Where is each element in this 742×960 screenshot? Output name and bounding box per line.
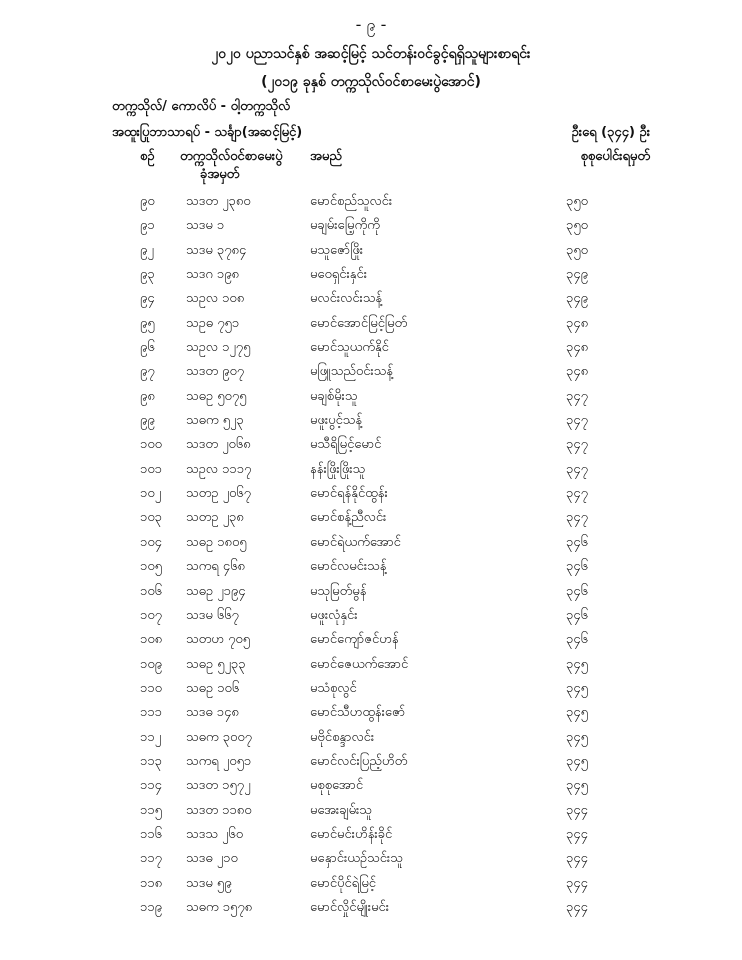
- table-row: [0, 631, 742, 655]
- row-number: ၁၀၇: [140, 607, 162, 623]
- table-row: [0, 704, 742, 728]
- header-no: စဉ်: [140, 149, 155, 164]
- header-name: အမည်: [310, 149, 342, 164]
- specialization-line: အထူးပြုဘာသာရပ် - သင်္ချာ(အဆင့်မြင့်): [112, 125, 303, 140]
- roll-number: သဒမ ၃၇၈၄: [186, 242, 247, 258]
- student-name: မနှောင်းယဉ်သင်းသူ: [310, 851, 403, 867]
- student-name: မဖူးပွင့်သန့်: [310, 413, 363, 429]
- roll-number: သတဥ ၂၃၈: [186, 510, 244, 526]
- row-number: ၉၄: [140, 291, 155, 307]
- table-row: [0, 850, 742, 874]
- table-row: [0, 753, 742, 777]
- table-row: [0, 826, 742, 850]
- table-row: [0, 315, 742, 339]
- student-table: [0, 193, 742, 923]
- row-number: ၉၀: [140, 194, 155, 209]
- roll-number: သဓဥ ၂၁၉၄: [186, 583, 246, 599]
- total-mark: ၃၄၇: [566, 388, 588, 404]
- total-mark: ၃၄၇: [566, 461, 588, 477]
- table-row: [0, 656, 742, 680]
- row-number: ၁၁၇: [140, 851, 162, 867]
- page-number: - ၉ -: [355, 15, 387, 34]
- total-mark: ၃၄၉: [566, 267, 588, 283]
- total-mark: ၃၄၆: [566, 534, 588, 550]
- roll-number: သဒတ ၉၀၇: [186, 364, 245, 380]
- total-mark: ၃၄၆: [566, 607, 588, 623]
- table-row: [0, 363, 742, 387]
- student-name: မောင်ရန်နိုင်ထွန်း: [310, 486, 388, 502]
- student-name: မဗိုင်စန္ဒာလင်း: [310, 729, 375, 745]
- total-mark: ၃၄၅: [566, 729, 588, 745]
- total-mark: ၃၄၅: [566, 753, 588, 769]
- total-mark: ၃၄၈: [566, 315, 589, 331]
- student-name: မချမ်းမြေ့ကိုကို: [310, 218, 380, 234]
- total-mark: ၃၄၇: [566, 486, 588, 502]
- student-name: မောင်စန့်ညီလင်း: [310, 510, 387, 526]
- student-name: မဖူးလုံနှင်း: [310, 607, 358, 623]
- roll-number: သဒဓ ၂၁၀: [186, 851, 238, 867]
- roll-number: သဓဥ ၁၀၆: [186, 680, 240, 696]
- total-mark: ၃၄၆: [566, 559, 588, 575]
- total-mark: ၃၅၀: [566, 242, 588, 258]
- student-name: မလင်းလင်းသန့်: [310, 291, 383, 307]
- student-name: မသံစုလွင်: [310, 680, 357, 696]
- table-row: [0, 388, 742, 412]
- row-number: ၁၀၈: [140, 632, 163, 648]
- total-mark: ၃၄၆: [566, 632, 588, 648]
- table-row: [0, 509, 742, 533]
- table-row: [0, 777, 742, 801]
- total-mark: ၃၄၄: [566, 875, 588, 891]
- row-number: ၉၂: [140, 242, 154, 258]
- row-number: ၉၅: [140, 315, 155, 331]
- roll-number: သဒဓ ၁၄၈: [186, 705, 239, 721]
- total-mark: ၃၄၅: [566, 656, 588, 672]
- row-number: ၁၀၄: [140, 534, 162, 550]
- header-roll: တက္ကသိုလ်ဝင်စာမေးပွဲ: [180, 149, 283, 164]
- total-mark: ၃၄၅: [566, 705, 588, 721]
- student-name: မောင်မင်းဟိန်းခိုင်: [310, 826, 393, 842]
- roll-number: သဓဥ ၁၈၀၅: [186, 534, 247, 550]
- student-name: မအေးချမ်းသူ: [310, 802, 372, 818]
- roll-number: သတဥ ၂၀၆၇: [186, 486, 251, 502]
- roll-number: သဥလ ၁၂၇၅: [186, 340, 251, 356]
- roll-number: သဓက ၁၅၇၈: [186, 899, 253, 915]
- roll-number: သဒတ ၂၀၆၈: [186, 437, 251, 453]
- row-number: ၁၁၈: [140, 875, 163, 891]
- table-row: [0, 534, 742, 558]
- table-row: [0, 193, 742, 217]
- row-number: ၁၁၂: [140, 729, 162, 745]
- row-number: ၁၁၀: [140, 680, 162, 696]
- row-number: ၁၁၅: [140, 802, 162, 818]
- student-name: မောင်ဇေယက်အောင်: [310, 656, 409, 672]
- table-row: [0, 412, 742, 436]
- roll-number: သကရ ၂၀၅၁: [186, 753, 252, 769]
- student-name: မောင်ရဲယက်အောင်: [310, 534, 401, 550]
- student-name: မောင်ကျော်ဇင်ဟန်: [310, 632, 399, 648]
- total-mark: ၃၄၄: [566, 802, 588, 818]
- roll-number: သဒတ ၁၁၈၀: [186, 802, 252, 818]
- table-row: [0, 583, 742, 607]
- student-name: မသီရိမြင့်မောင်: [310, 437, 382, 453]
- table-row: [0, 290, 742, 314]
- roll-number: သဓက ၃၀၀၇: [186, 729, 252, 745]
- roll-number: သကရ ၄၆၈: [186, 559, 245, 575]
- total-mark: ၃၄၈: [566, 364, 589, 380]
- table-row: [0, 217, 742, 241]
- total-mark: ၃၄၄: [566, 826, 588, 842]
- table-row: [0, 680, 742, 704]
- row-number: ၁၀၆: [140, 583, 162, 599]
- roll-number: သဒဂ ၁၉၈: [186, 267, 239, 283]
- row-number: ၉၇: [140, 364, 155, 380]
- row-number: ၁၁၉: [140, 899, 162, 915]
- header-roll-line2: ခုံအမှတ်: [200, 167, 240, 182]
- student-name: မသုမြတ်မွန်: [310, 583, 367, 599]
- table-row: [0, 729, 742, 753]
- document-subtitle: (၂၀၁၉ ခုနှစ် တက္ကသိုလ်ဝင်စာမေးပွဲအောင်): [261, 74, 481, 90]
- roll-number: သဒမ ၁: [186, 218, 225, 234]
- student-name: မောင်စည်သူလင်း: [310, 194, 393, 209]
- table-row: [0, 607, 742, 631]
- roll-number: သတဟ ၇၀၅: [186, 632, 251, 648]
- student-name: မစုစုအောင်: [310, 778, 364, 794]
- row-number: ၉၆: [140, 340, 155, 356]
- student-name: မောင်ပိုင်ရဲမြင့်: [310, 875, 376, 891]
- student-name: မောင်သူယက်နိုင်: [310, 340, 389, 356]
- total-mark: ၃၄၇: [566, 437, 588, 453]
- roll-number: သဒမ ၆၆၇: [186, 607, 239, 623]
- total-mark: ၃၄၈: [566, 340, 589, 356]
- roll-number: သဒတ ၁၅၇၂: [186, 778, 251, 794]
- table-row: [0, 802, 742, 826]
- row-number: ၉၃: [140, 267, 155, 283]
- roll-number: သဓက ၅၂၃: [186, 413, 244, 429]
- row-number: ၁၀၅: [140, 559, 162, 575]
- roll-number: သဥလ ၁၀၈: [186, 291, 245, 307]
- student-name: မောင်လှိုင်မျိုးမင်း: [310, 899, 390, 915]
- university-line: တက္ကသိုလ်/ ကောလိပ် - ဝါ့တက္ကသိုလ်: [112, 99, 291, 114]
- total-mark: ၃၅၀: [566, 218, 588, 234]
- student-name: မသူဇော်ဖြိုး: [310, 242, 364, 258]
- total-count: ဦးရေ (၃၄၄) ဦး: [571, 125, 650, 140]
- table-row: [0, 242, 742, 266]
- student-name: မချစ်မိုးသူ: [310, 388, 358, 404]
- student-name: မဝေရှင်းနှင်း: [310, 267, 367, 283]
- total-mark: ၃၅၀: [566, 194, 588, 209]
- row-number: ၁၁၃: [140, 753, 162, 769]
- total-mark: ၃၄၅: [566, 680, 588, 696]
- student-name: မောင်သီဟထွန်းဇော်: [310, 705, 406, 721]
- table-row: [0, 461, 742, 485]
- total-mark: ၃၄၆: [566, 583, 588, 599]
- total-mark: ၃၄၄: [566, 899, 588, 915]
- row-number: ၁၁၄: [140, 778, 162, 794]
- row-number: ၁၀၉: [140, 656, 162, 672]
- roll-number: သဒတ ၂၃၈၀: [186, 194, 251, 209]
- total-mark: ၃၄၄: [566, 851, 588, 867]
- roll-number: သဓဥ ၅၂၃၃: [186, 656, 246, 672]
- total-mark: ၃၄၇: [566, 413, 588, 429]
- row-number: ၁၀၀: [140, 437, 162, 453]
- total-mark: ၃၄၉: [566, 291, 588, 307]
- student-name: မဖြူသည်ဝင်းသန့်: [310, 364, 394, 380]
- table-row: [0, 899, 742, 923]
- document-title: ၂၀၂၀ ပညာသင်နှစ် အဆင့်မြင့် သင်တန်းဝင်ခွင့်ရရှိသူများစာရင်း: [211, 46, 531, 62]
- table-row: [0, 558, 742, 582]
- student-name: မောင်လမင်းသန့်: [310, 559, 387, 575]
- row-number: ၁၀၁: [140, 461, 162, 477]
- roll-number: သဥလ ၁၁၁၇: [186, 461, 252, 477]
- roll-number: သဒမ ၅၉: [186, 875, 232, 891]
- table-row: [0, 485, 742, 509]
- roll-number: သဓဥ ၅၀၇၅: [186, 388, 247, 404]
- row-number: ၁၀၃: [140, 510, 162, 526]
- roll-number: သဥဓ ၇၅၁: [186, 315, 240, 331]
- total-mark: ၃၄၅: [566, 778, 588, 794]
- row-number: ၁၀၂: [140, 486, 162, 502]
- table-row: [0, 875, 742, 899]
- table-row: [0, 436, 742, 460]
- row-number: ၉၉: [140, 413, 155, 429]
- row-number: ၉၈: [140, 388, 155, 404]
- table-row: [0, 266, 742, 290]
- student-name: နန်းဖြိုးဖြိုးသူ: [310, 461, 366, 477]
- student-name: မောင်လင်းပြည့်ဟိတ်: [310, 753, 408, 769]
- header-mark: စုစုပေါင်းရမှတ်: [580, 149, 650, 164]
- table-row: [0, 339, 742, 363]
- row-number: ၁၁၁: [140, 705, 162, 721]
- roll-number: သဒသ ၂၆၀: [186, 826, 244, 842]
- total-mark: ၃၄၇: [566, 510, 588, 526]
- row-number: ၁၁၆: [140, 826, 162, 842]
- student-name: မောင်အောင်မြင့်မြတ်: [310, 315, 408, 331]
- row-number: ၉၁: [140, 218, 155, 234]
